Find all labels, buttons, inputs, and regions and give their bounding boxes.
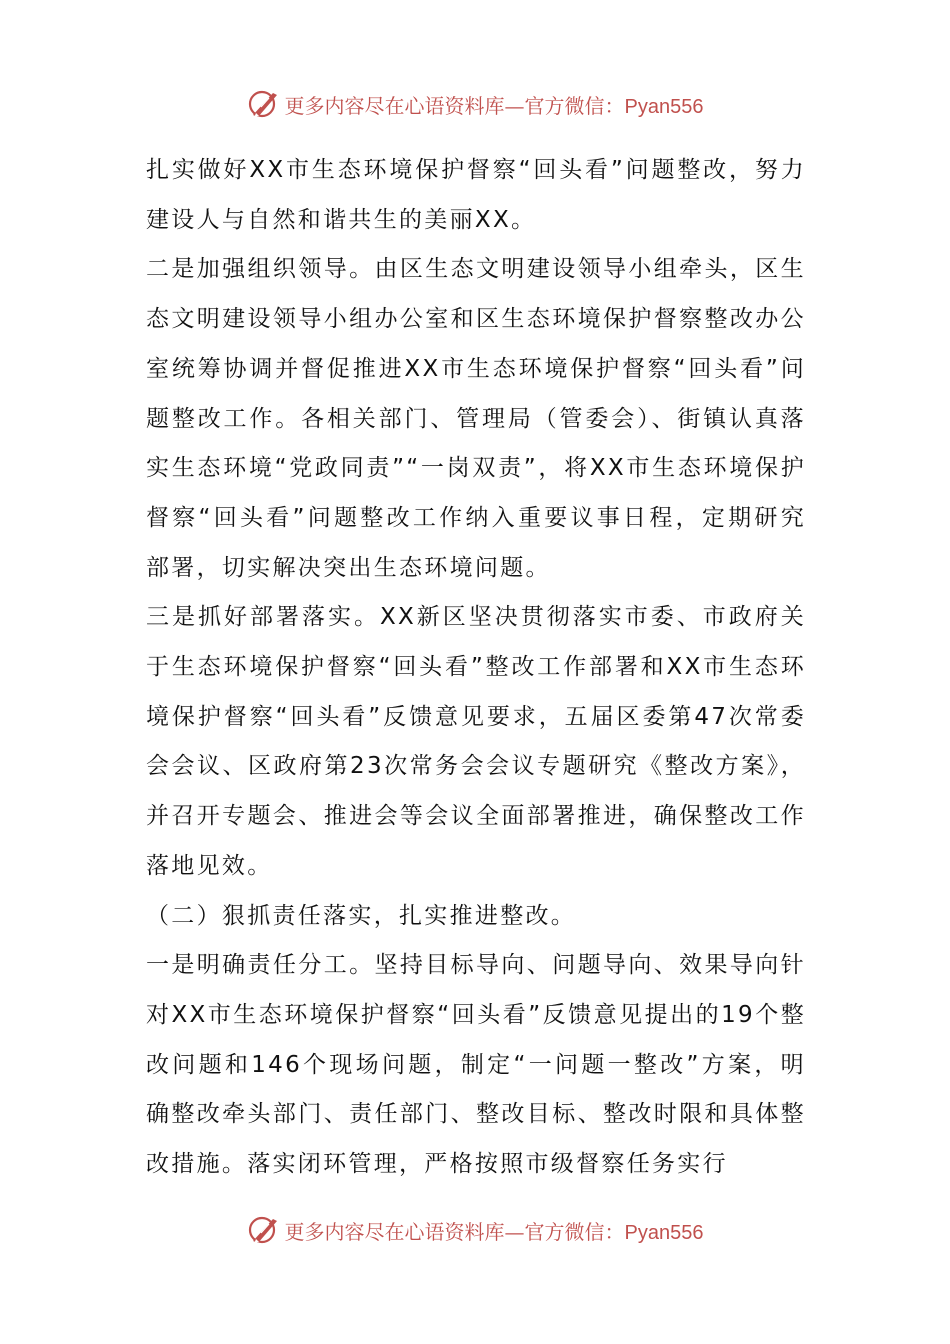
pen-nib-logo-icon [247,87,281,121]
paragraph-4: 一是明确责任分工。坚持目标导向、问题导向、效果导向针对XX市生态环境保护督察“回头看”反馈意见提出的19个整改问题和146个现场问题，制定“一问题一整改”方案，明确整改牵头部门、责任部门、整改目标、整改时限和具体整改措施。落实闭环管理，严格按照市级督察任务实行 [146,952,806,1178]
section-heading: （二）狠抓责任落实，扎实推进整改。 [146,902,577,929]
paragraph-1: 扎实做好XX市生态环境保护督察“回头看”问题整改，努力建设人与自然和谐共生的美丽XX。 [146,157,806,233]
footer-wechat-id: Pyan556 [624,1221,704,1244]
paragraph-3: 三是抓好部署落实。XX新区坚决贯彻落实市委、市政府关于生态环境保护督察“回头看”整改工作部署和XX市生态环境保护督察“回头看”反馈意见要求，五届区委第47次常委会会议、区政府第23次常务会会议专题研究《整改方案》，并召开专题会、推进会等会议全面部署推进，确保整改工作落地见效。 [146,604,806,879]
header-banner-label: 更多内容尽在心语资料库—官方微信： [284,93,625,118]
footer-banner-content [247,1213,704,1247]
header-banner-text [285,90,704,119]
paragraph-2: 二是加强组织领导。由区生态文明建设领导小组牵头，区生态文明建设领导小组办公室和区生态环境保护督察整改办公室统筹协调并督促推进XX市生态环境保护督察“回头看”问题整改工作。各相关部门、管理局（管委会）、街镇认真落实生态环境“党政同责”“一岗双责”，将XX市生态环境保护督察“回头看”问题整改工作纳入重要议事日程，定期研究部署，切实解决突出生态环境问题。 [146,256,806,581]
header-wechat-id: Pyan556 [624,95,704,118]
footer-banner [0,1210,950,1250]
pen-nib-logo-icon [247,1213,281,1247]
footer-banner-text [285,1216,704,1245]
header-banner [0,84,950,124]
header-banner-content [247,87,704,121]
footer-banner-label: 更多内容尽在心语资料库—官方微信： [284,1219,625,1244]
document-body [146,146,806,1190]
